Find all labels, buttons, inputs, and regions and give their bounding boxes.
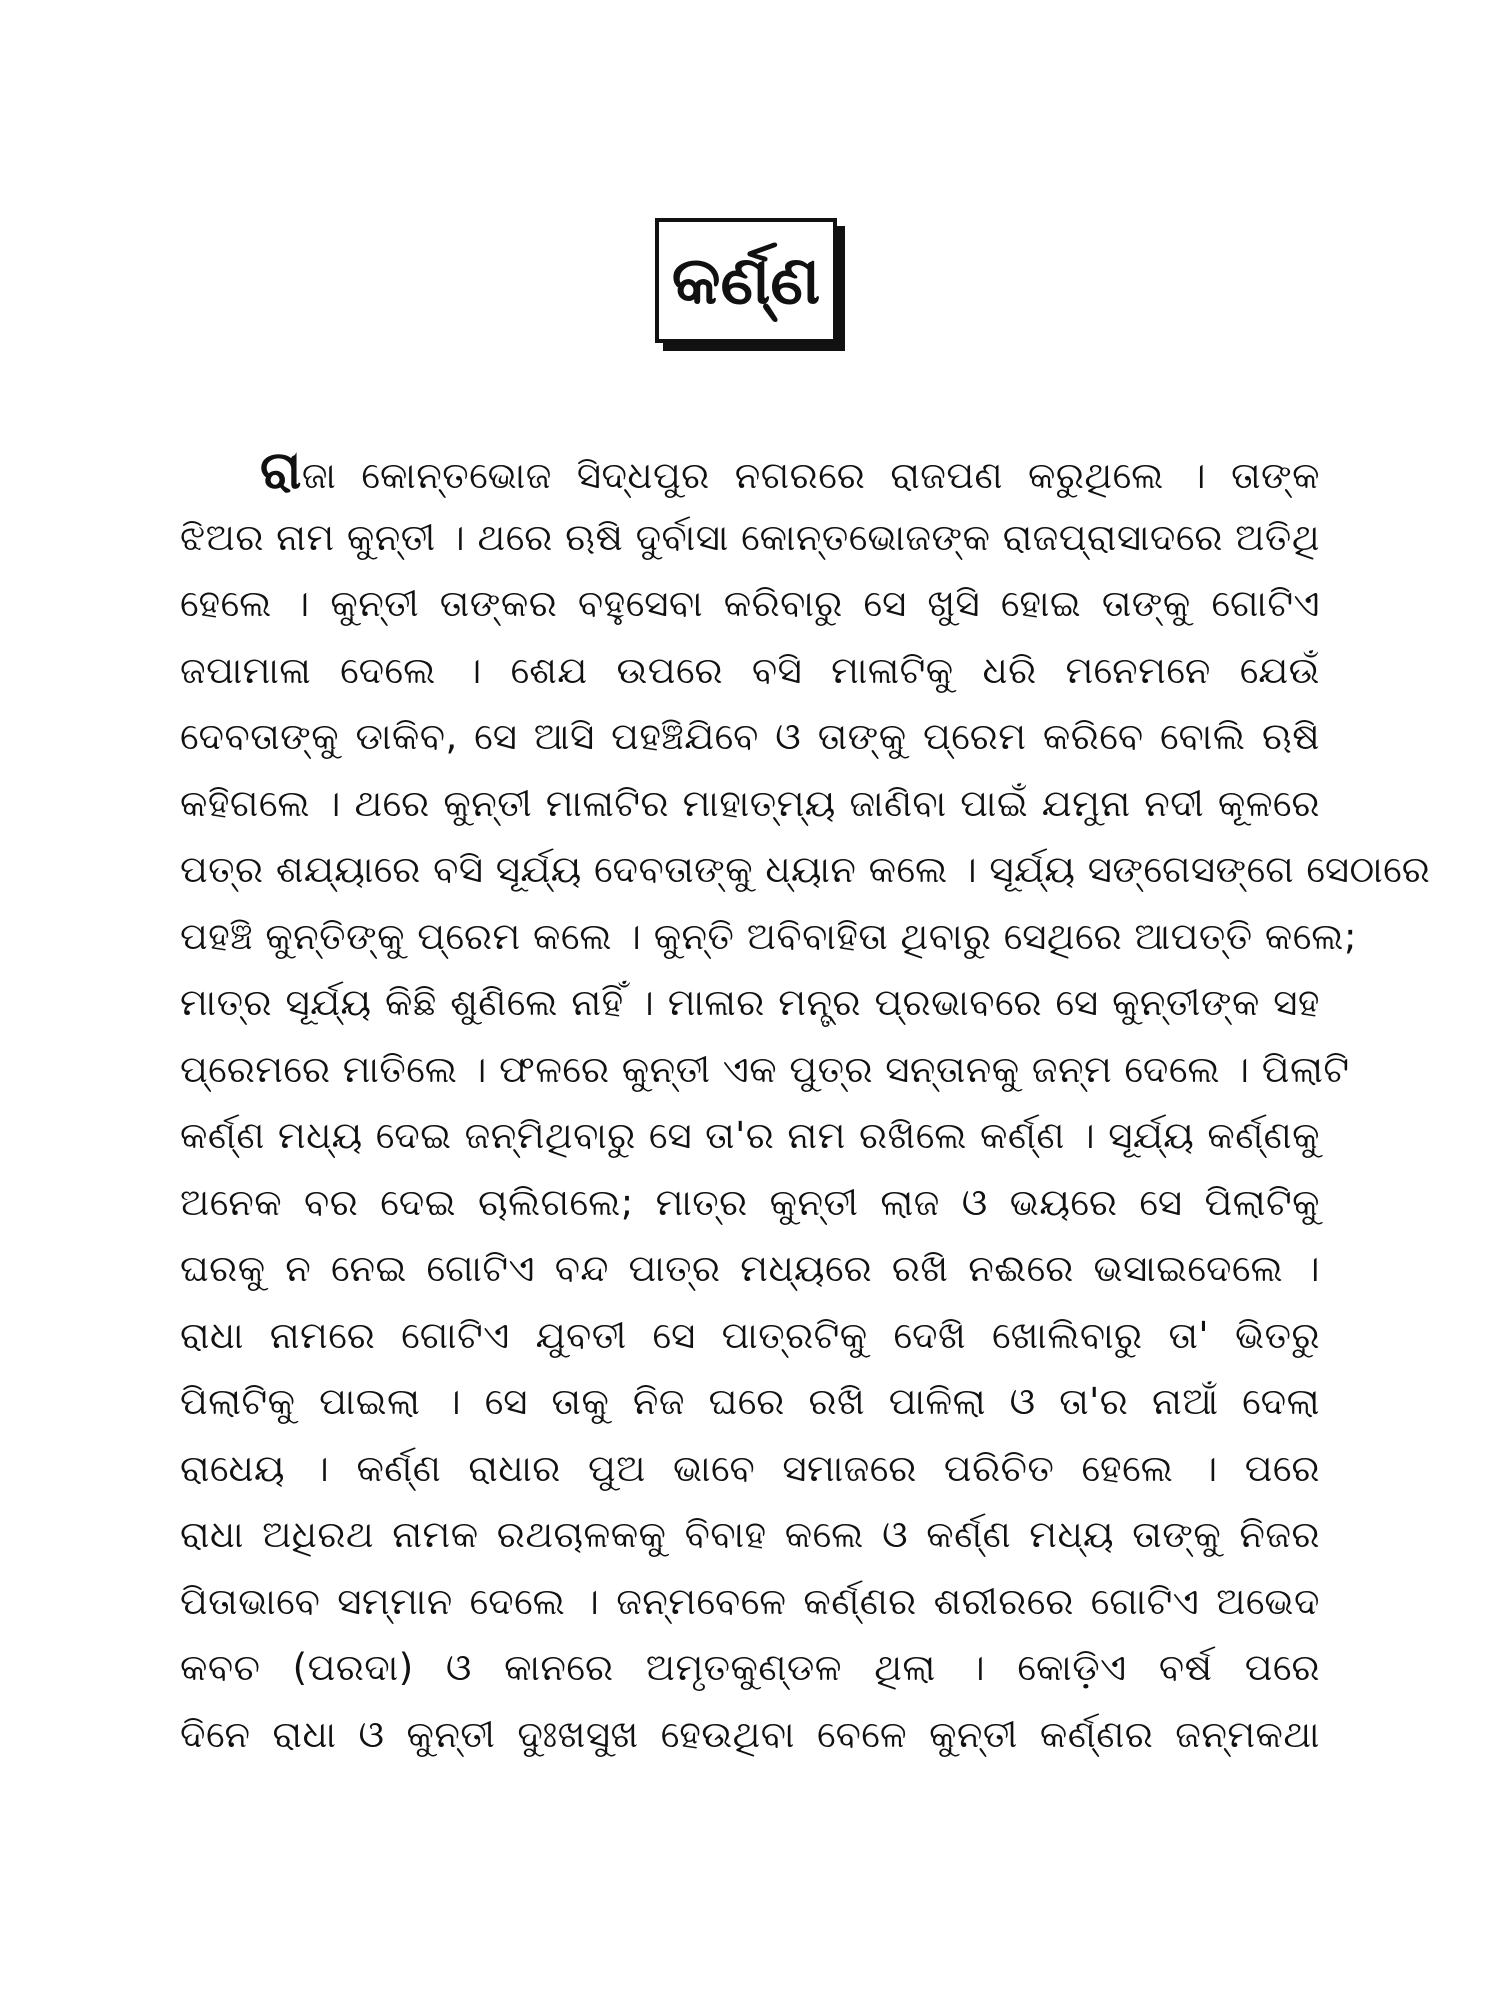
text-line-7: ପତ୍ର ଶଯ୍ୟାରେ ବସି ସୂର୍ଯ୍ୟ ଦେବତାଙ୍କୁ ଧ୍ୟାନ କଲେ । ସୂର୍ଯ୍ୟ ସଙ୍ଗେସଙ୍ଗେ ସେଠାରେ [180,848,1431,891]
text-line-6: କହିଗଲେ । ଥରେ କୁନ୍ତୀ ମାଳାଟିର ମାହାତ୍ମ୍ୟ ଜାଣିବା ପାଇଁ ଯମୁନା ନଦୀ କୂଳରେ [180,781,1320,825]
text-line-18: ପିତାଭାବେ ସମ୍ମାନ ଦେଲେ । ଜନ୍ମବେଳେ କର୍ଣ୍ଣର ଶରୀରରେ ଗୋଟିଏ ଅଭେଦ [180,1579,1320,1623]
text-line-9: ମାତ୍ର ସୂର୍ଯ୍ୟ କିଛି ଶୁଣିଲେ ନାହିଁ । ମାଳାର ମନ୍ତ୍ର ପ୍ରଭାବରେ ସେ କୁନ୍ତୀଙ୍କ ସହ [180,981,1320,1024]
text-line-20: ଦିନେ ରାଧା ଓ କୁନ୍ତୀ ଦୁଃଖସୁଖ ହେଉଥିବା ବେଳେ କୁନ୍ତୀ କର୍ଣ୍ଣର ଜନ୍ମକଥା [180,1712,1320,1756]
text-line-15: ପିଲାଟିକୁ ପାଇଲା । ସେ ତାକୁ ନିଜ ଘରେ ରଖି ପାଳିଲା ଓ ତା'ର ନାଆଁ ଦେଲା [180,1380,1320,1423]
text-line-5: ଦେବତାଙ୍କୁ ଡାକିବ, ସେ ଆସି ପହଞ୍ଚିଯିବେ ଓ ତାଙ୍କୁ ପ୍ରେମ କରିବେ ବୋଲି ଋଷି [180,715,1320,758]
text-line-3: ହେଲେ । କୁନ୍ତୀ ତାଙ୍କର ବହୁସେବା କରିବାରୁ ସେ ଖୁସି ହୋଇ ତାଙ୍କୁ ଗୋଟିଏ [180,582,1320,625]
text-line-14: ରାଧା ନାମରେ ଗୋଟିଏ ଯୁବତୀ ସେ ପାତ୍ରଟିକୁ ଦେଖି ଖୋଲିବାରୁ ତା' ଭିତରୁ [180,1313,1320,1357]
text-line-2: ଝିଅର ନାମ କୁନ୍ତୀ । ଥରେ ଋଷି ଦୁର୍ବାସା କୋନ୍ତଭୋଜଙ୍କ ରାଜପ୍ରାସାଦରେ ଅତିଥି [180,515,1320,559]
text-line-11: କର୍ଣ୍ଣ ମଧ୍ୟ ଦେଇ ଜନ୍ମିଥିବାରୁ ସେ ତା'ର ନାମ ରଖିଲେ କର୍ଣ୍ଣ । ସୂର୍ଯ୍ୟ କର୍ଣ୍ଣକୁ [180,1114,1320,1157]
text-line-1 [180,438,1320,505]
text-line-17: ରାଧା ଅଧିରଥ ନାମକ ରଥଚାଳକକୁ ବିବାହ କଲେ ଓ କର୍ଣ୍ଣ ମଧ୍ୟ ତାଙ୍କୁ ନିଜର [180,1513,1320,1556]
text-line-1-rest: ଜା କୋନ୍ତଭୋଜ ସିଦ୍ଧପୁର ନଗରରେ ରାଜପଣ କରୁଥିଲେ । ତାଙ୍କ [301,454,1320,497]
text-line-4: ଜପାମାଳା ଦେଲେ । ଶେଯ ଉପରେ ବସି ମାଳାଟିକୁ ଧରି ମନେମନେ ଯେଉଁ [180,648,1320,692]
text-line-13: ଘରକୁ ନ ନେଇ ଗୋଟିଏ ବନ୍ଦ ପାତ୍ର ମଧ୍ୟରେ ରଖି ନଈରେ ଭସାଇଦେଲେ । [180,1247,1320,1290]
drop-cap: ରା [260,441,302,501]
title-box [655,218,837,343]
text-line-19: କବଚ (ପରଦା) ଓ କାନରେ ଅମୃତକୁଣ୍ଡଳ ଥିଲା । କୋଡ଼ିଏ ବର୍ଷ ପରେ [180,1646,1320,1689]
text-line-12: ଅନେକ ବର ଦେଇ ଚାଲିଗଲେ; ମାତ୍ର କୁନ୍ତୀ ଲାଜ ଓ ଭୟରେ ସେ ପିଲାଟିକୁ [180,1180,1320,1224]
text-line-16: ରାଧେୟ । କର୍ଣ୍ଣ ରାଧାର ପୁଅ ଭାବେ ସମାଜରେ ପରିଚିତ ହେଲେ । ପରେ [180,1446,1320,1490]
text-line-8: ପହଞ୍ଚି କୁନ୍ତିଙ୍କୁ ପ୍ରେମ କଲେ । କୁନ୍ତି ଅବିବାହିତା ଥିବାରୁ ସେଥିରେ ଆପତ୍ତି କଲେ; [180,914,1357,958]
page-title: କର୍ଣ୍ଣ [671,241,821,319]
story-paragraph [180,438,1431,1768]
text-line-10: ପ୍ରେମରେ ମାତିଲେ । ଫଳରେ କୁନ୍ତୀ ଏକ ପୁତ୍ର ସନ୍ତାନକୁ ଜନ୍ମ ଦେଲେ । ପିଲାଟି [180,1047,1350,1091]
